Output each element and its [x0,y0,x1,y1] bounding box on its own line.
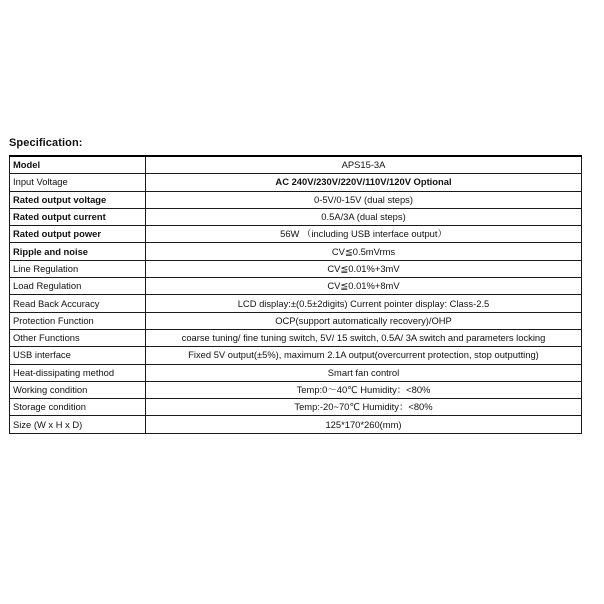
table-row [10,416,582,433]
table-row [10,329,582,346]
row-label: Other Functions [10,329,146,346]
row-value: 0.5A/3A (dual steps) [146,208,582,225]
row-value: CV≦0.01%+3mV [146,260,582,277]
row-label: Input Voltage [10,174,146,191]
spec-heading: Specification: [9,137,83,149]
row-label: Protection Function [10,312,146,329]
row-label: Ripple and noise [10,243,146,260]
table-row [10,243,582,260]
row-value: Fixed 5V output(±5%), maximum 2.1A output(overcurrent protection, stop outputting) [146,347,582,364]
row-value: Smart fan control [146,364,582,381]
row-value: 125*170*260(mm) [146,416,582,433]
row-value: AC 240V/230V/220V/110V/120V Optional [146,174,582,191]
table-row [10,312,582,329]
row-value: 0-5V/0-15V (dual steps) [146,191,582,208]
spec-table [9,155,582,434]
table-row [10,399,582,416]
table-row [10,295,582,312]
table-row [10,226,582,243]
table-row [10,347,582,364]
row-value: CV≦0.5mVrms [146,243,582,260]
table-row [10,174,582,191]
row-value: 56W （including USB interface output） [146,226,582,243]
row-value: CV≦0.01%+8mV [146,278,582,295]
table-row [10,381,582,398]
row-label: Read Back Accuracy [10,295,146,312]
table-row [10,260,582,277]
row-label: Heat-dissipating method [10,364,146,381]
row-label: Model [10,156,146,174]
row-value: LCD display:±(0.5±2digits) Current pointer display: Class-2.5 [146,295,582,312]
row-value: Temp:-20~70℃ Humidity：<80% [146,399,582,416]
table-row [10,364,582,381]
row-label: USB interface [10,347,146,364]
row-label: Load Regulation [10,278,146,295]
row-label: Line Regulation [10,260,146,277]
row-value: OCP(support automatically recovery)/OHP [146,312,582,329]
row-value: coarse tuning/ fine tuning switch, 5V/ 15 switch, 0.5A/ 3A switch and parameters locking [146,329,582,346]
table-row [10,156,582,174]
row-label: Rated output voltage [10,191,146,208]
table-row [10,278,582,295]
table-row [10,191,582,208]
row-label: Storage condition [10,399,146,416]
row-label: Size (W x H x D) [10,416,146,433]
row-label: Rated output power [10,226,146,243]
row-value: Temp:0～40℃ Humidity：<80% [146,381,582,398]
row-label: Rated output current [10,208,146,225]
table-row [10,208,582,225]
row-label: Working condition [10,381,146,398]
row-value: APS15-3A [146,156,582,174]
